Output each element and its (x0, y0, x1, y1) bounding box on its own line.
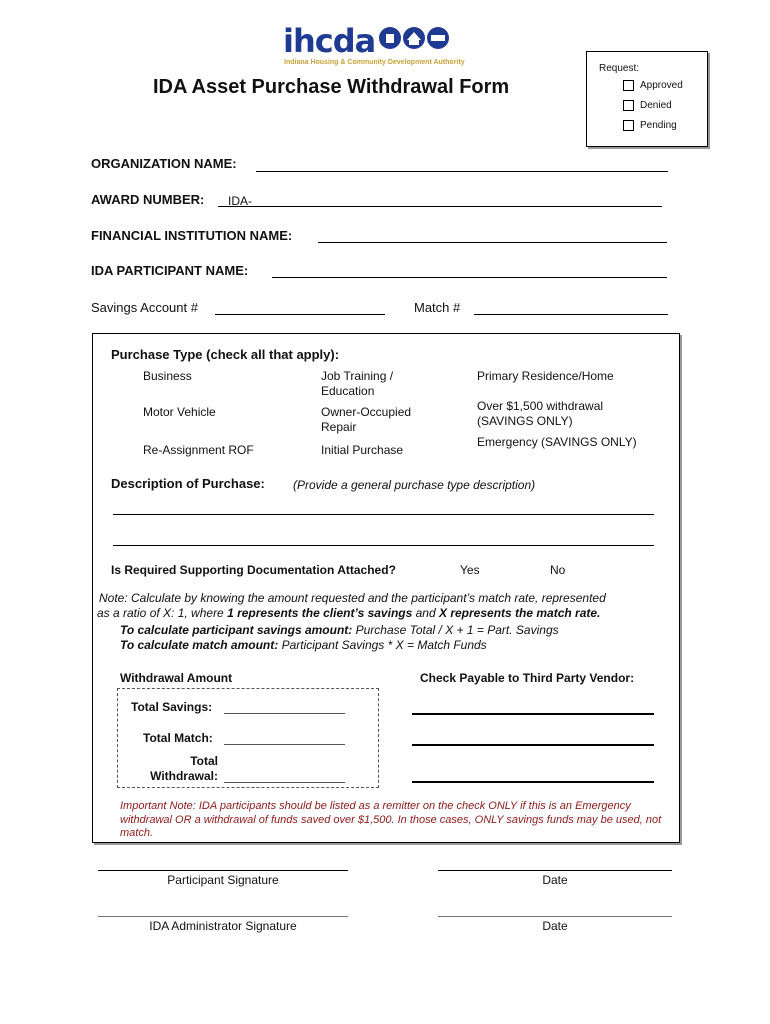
request-approved[interactable]: Approved (623, 80, 683, 91)
total-match-label: Total Match: (143, 731, 213, 745)
option-owner-occupied[interactable]: Owner-Occupied Repair (321, 405, 412, 434)
total-withdrawal-field[interactable] (224, 782, 345, 783)
request-denied[interactable]: Denied (623, 100, 672, 111)
total-savings-field[interactable] (224, 713, 345, 714)
match-label: Match # (414, 300, 461, 315)
calc-match: To calculate match amount: Participant Savings * X = Match Funds (120, 638, 487, 652)
org-name-field[interactable] (256, 171, 668, 172)
total-match-field[interactable] (224, 744, 345, 745)
award-number-field[interactable] (218, 206, 662, 207)
important-note: Important Note: IDA participants should be listed as a remitter on the check ONLY if this is an Emergency withdrawal OR a withdrawal of funds saved over $1,500. In those cases, ONLY savings funds may be used, not match. (120, 800, 662, 839)
description-hint: (Provide a general purchase type description) (293, 478, 536, 492)
admin-date-line[interactable] (438, 916, 672, 917)
withdrawal-heading: Withdrawal Amount (120, 671, 233, 685)
checkbox-denied[interactable] (623, 100, 634, 111)
savings-account-field[interactable] (215, 314, 385, 315)
award-prefix: IDA- (228, 194, 252, 208)
vendor-heading: Check Payable to Third Party Vendor: (420, 671, 635, 685)
note-line-1: Note: Calculate by knowing the amount requested and the participant’s match rate, represented (99, 591, 606, 605)
total-savings-label: Total Savings: (131, 700, 213, 714)
admin-signature-line[interactable] (98, 916, 348, 917)
org-name-label: ORGANIZATION NAME: (91, 156, 237, 171)
participant-name-label: IDA PARTICIPANT NAME: (91, 263, 249, 278)
request-pending[interactable]: Pending (623, 120, 677, 131)
option-business[interactable]: Business (143, 369, 192, 383)
description-label: Description of Purchase: (111, 476, 265, 491)
docs-question: Is Required Supporting Documentation Attached? (111, 563, 396, 577)
admin-signature-label: IDA Administrator Signature (149, 919, 297, 933)
checkbox-pending[interactable] (623, 120, 634, 131)
logo-text: ihcda (283, 22, 376, 60)
purchase-type-heading: Purchase Type (check all that apply): (111, 347, 340, 362)
fin-inst-label: FINANCIAL INSTITUTION NAME: (91, 228, 293, 243)
page-title: IDA Asset Purchase Withdrawal Form (153, 76, 510, 98)
option-initial-purchase[interactable]: Initial Purchase (321, 443, 404, 457)
option-primary-residence[interactable]: Primary Residence/Home (477, 369, 614, 383)
savings-account-label: Savings Account # (91, 300, 198, 315)
option-reassignment-rof[interactable]: Re-Assignment ROF (143, 443, 254, 457)
admin-date-label: Date (542, 919, 568, 933)
description-line-1[interactable] (113, 514, 654, 515)
request-label: Request: (599, 63, 640, 74)
vendor-line-2[interactable] (412, 744, 654, 746)
option-motor-vehicle[interactable]: Motor Vehicle (143, 405, 216, 419)
checkbox-approved[interactable] (623, 80, 634, 91)
fin-inst-field[interactable] (318, 242, 667, 243)
logo-tagline: Indiana Housing & Community Development Authority (284, 59, 465, 66)
docs-yes[interactable]: Yes (460, 563, 480, 577)
logo-icons (378, 26, 458, 54)
note-line-2: as a ratio of X: 1, where 1 represents the client’s savings and X represents the match rate. (97, 606, 601, 620)
calc-savings: To calculate participant savings amount: Purchase Total / X + 1 = Part. Savings (120, 623, 559, 637)
award-number-label: AWARD NUMBER: (91, 192, 205, 207)
request-box (586, 51, 708, 147)
participant-signature-line[interactable] (98, 870, 348, 871)
participant-date-label: Date (542, 873, 568, 887)
participant-signature-label: Participant Signature (167, 873, 279, 887)
participant-name-field[interactable] (272, 277, 667, 278)
option-job-training[interactable]: Job Training / Education (321, 369, 394, 398)
vendor-line-3[interactable] (412, 781, 654, 783)
match-field[interactable] (474, 314, 668, 315)
option-over-1500[interactable]: Over $1,500 withdrawal (SAVINGS ONLY) (477, 399, 604, 428)
description-line-2[interactable] (113, 545, 654, 546)
logo (283, 22, 465, 72)
option-emergency[interactable]: Emergency (SAVINGS ONLY) (477, 435, 637, 449)
docs-no[interactable]: No (550, 563, 566, 577)
total-withdrawal-label: Total Withdrawal: (150, 754, 218, 783)
vendor-line-1[interactable] (412, 713, 654, 715)
participant-date-line[interactable] (438, 870, 672, 871)
